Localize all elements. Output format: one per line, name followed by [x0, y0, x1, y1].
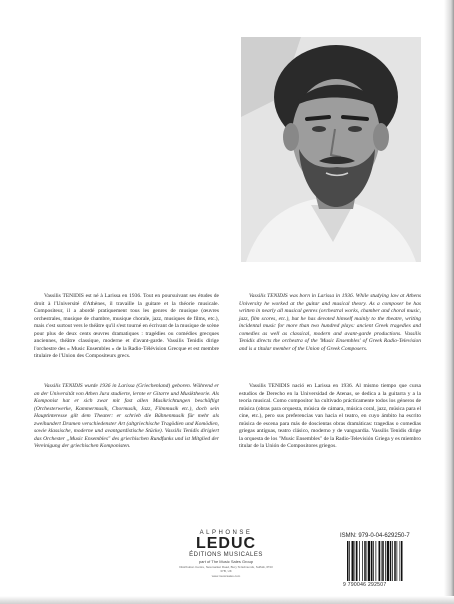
publisher-group: part of The Music Sales Group	[198, 559, 254, 564]
page-edge-shadow	[444, 0, 454, 604]
biography-german: Vassilis TENIDIS wurde 1936 in Larissa (Griechenland) geboren. Während er an der Universität von Athen Jura studierte, lernte er Gitarre und Musiktheorie. Als Komponist hat er sich zwar mit fast allen Musikrichtungen beschäftigt (Orchesterwerke, Kammermusik, Chormusik, Jazz, Filmmusik etc.), doch sein Hauptinteresse gilt dem Theater: er schrieb die Bühnenmusik für mehr als zweihundert Dramen verschiedenster Art (altgriechische Tragödien und Komödien, sowie klassische, moderne und avantgardistische Stücke). Vassilis Tenidis dirigiert das Orchester „Music Ensembles" des griechischen Rundfunks und ist Mitglied der Vereinigung der griechischen Komponisten.	[34, 383, 219, 449]
page-bottom-shadow	[0, 596, 454, 604]
publisher-name-main: LEDUC	[195, 535, 257, 552]
publisher-name-first: ALPHONSE	[199, 530, 253, 536]
barcode-number: 9 790046 292507	[343, 582, 387, 588]
biography-english: Vassilis TENIDIS was born in Larissa in 1936. While studying law at Athens University he worked at the guitar and musical theory. As a composer he has written in nearly all musical genres (orchestral works, chamber and choral music, jazz, film scores, etc.), but he has devoted himself mainly to the theatre, writing incidental music for more than two hundred plays: ancient Greek tragedies and comedies as well as classical, modern and avant-garde productions. Vassilis Tenidis directs the orchestra of the 'Music Ensembles' of Greek Radio-Television and is a titular member of the Union of Greek Composers.	[239, 293, 421, 352]
ismn-number: ISMN: 979-0-04-629250-7	[340, 533, 410, 539]
barcode-image	[345, 541, 419, 583]
publisher-subtitle: ÉDITIONS MUSICALES	[189, 552, 263, 558]
publisher-logo	[178, 530, 274, 578]
publisher-website: www.musicsales.com	[211, 574, 241, 578]
biography-spanish: Vassilis TENIDIS nació en Larissa en 1936. Al mismo tiempo que cursa estudios de Derecho en la Universidad de Atenas, se dedica a la guitarra y a la teoría musical. Como compositor ha cultivado prácticamente todos los géneros de música (obras para orquesta, música de cámara, música coral, jazz, música para el cine, etc.), pero sus preferencias van hacia el teatro, en cuyo ámbito ha escrito música de escena para más de doscientas obras dramáticas: tragedias o comedias griegas antiguas, teatro clásico, moderno y de vanguardia. Vassilis Tenidis dirige la orquesta de los "Music Ensembles" de la Radio-Televisión Griega y es miembro titular de la Unión de Compositores griegos.	[239, 383, 421, 449]
publisher-address: Distribution Centre, Newmarket Road, Bury St Edmunds, Suffolk, IP33 3YB, UK	[179, 565, 273, 573]
portrait-image	[241, 37, 421, 262]
biography-french: Vassilis TENIDIS est né à Larissa en 1936. Tout en poursuivant ses études de droit à l'Université d'Athènes, il travaille la guitare et la théorie musicale. Compositeur, il a abordé pratiquement tous les genres de musique (œuvres orchestrales, musique de chambre, musique chorale, jazz, musiques de films, etc.), mais c'est surtout vers le théâtre qu'il s'est tourné en écrivant de la musique de scène pour plus de deux cents œuvres dramatiques : tragédies ou comédies grecques anciennes, théâtre classique, moderne et d'avant-garde. Vassilis Tenidis dirige l'orchestre des « Music Ensembles » de la Radio-Télévision Grecque et est membre titulaire de l'Union des Compositeurs grecs.	[34, 293, 219, 359]
composer-portrait-photo	[241, 37, 421, 262]
